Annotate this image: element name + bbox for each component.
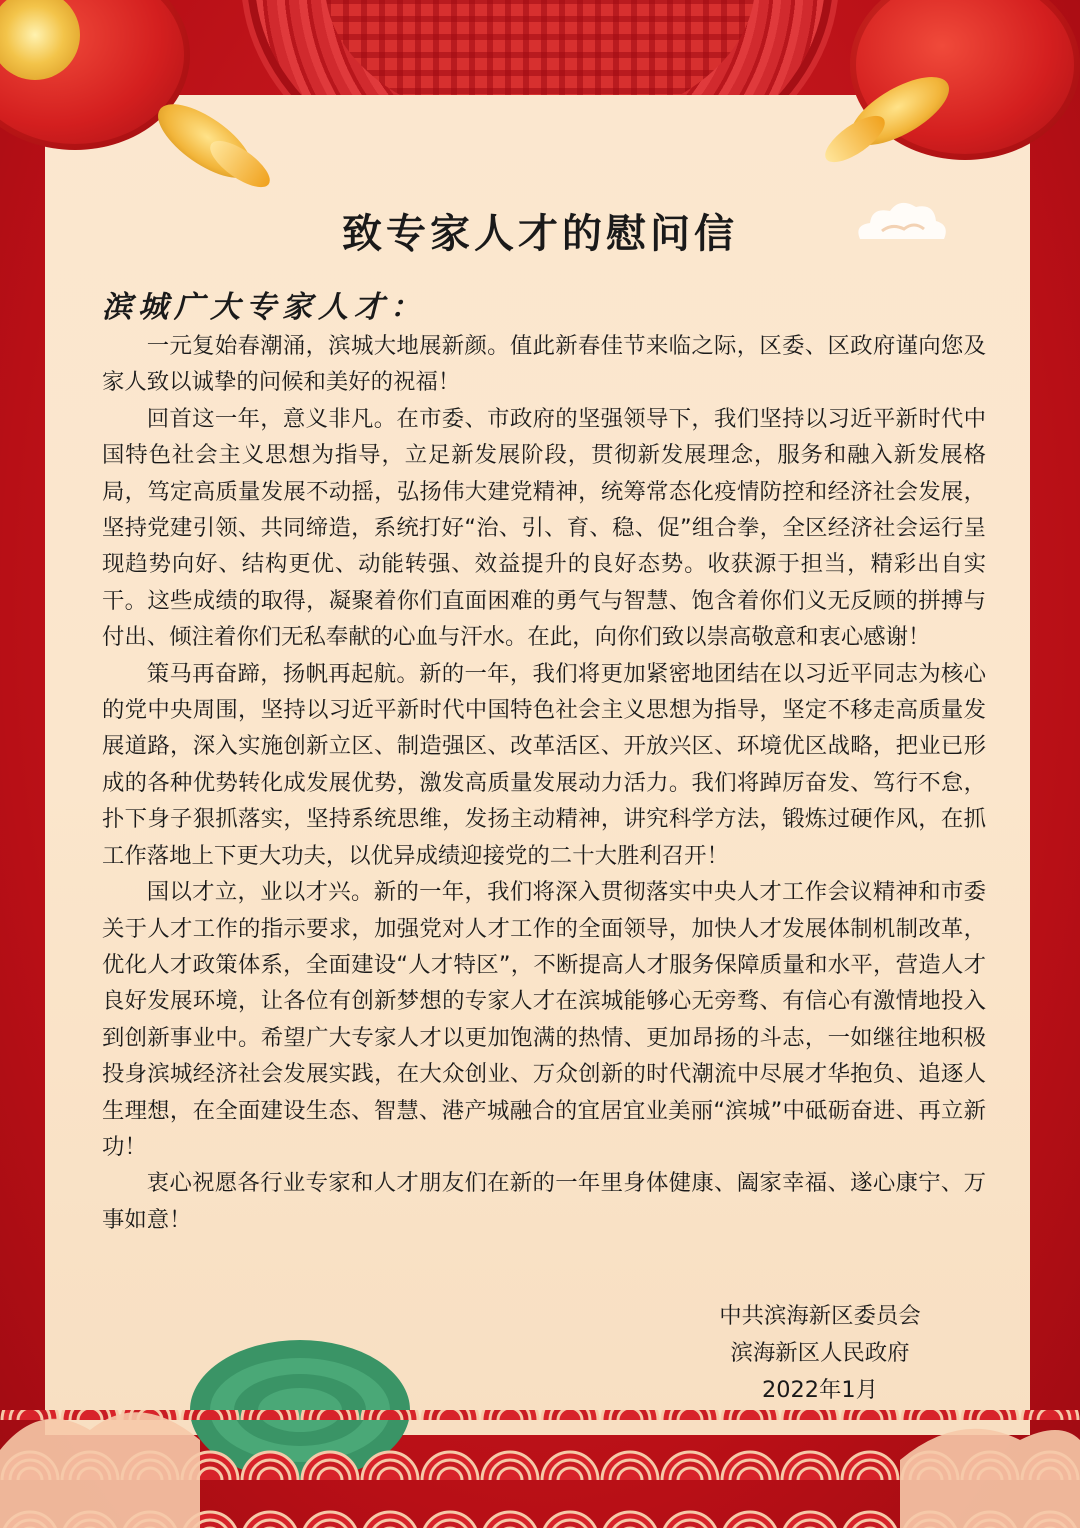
letter-body — [102, 328, 986, 1238]
signature-org1: 中共滨海新区委员会 — [719, 1303, 921, 1329]
paragraph: 一元复始春潮涌，滨城大地展新颜。值此新春佳节来临之际，区委、区政府谨向您及家人致以诚挚的问候和美好的祝福！ — [102, 333, 986, 396]
paragraph: 衷心祝愿各行业专家和人才朋友们在新的一年里身体健康、阖家幸福、遂心康宁、万事如意！ — [102, 1170, 986, 1233]
paragraph: 策马再奋蹄，扬帆再起航。新的一年，我们将更加紧密地团结在以习近平同志为核心的党中央周围，坚持以习近平新时代中国特色社会主义思想为指导，坚定不移走高质量发展道路，深入实施创新立区、制造强区、改革活区、开放兴区、环境优区战略，把业已形成的各种优势转化成发展优势，激发高质量发展动力活力。我们将踔厉奋发、笃行不怠，扑下身子狠抓落实，坚持系统思维，发扬主动精神，讲究科学方法，锻炼过硬作风，在抓工作落地上下更大功夫，以优异成绩迎接党的二十大胜利召开！ — [102, 660, 986, 869]
signature-block — [680, 1298, 960, 1409]
paragraph: 回首这一年，意义非凡。在市委、市政府的坚强领导下，我们坚持以习近平新时代中国特色社会主义思想为指导，立足新发展阶段，贯彻新发展理念，服务和融入新发展格局，笃定高质量发展不动摇，弘扬伟大建党精神，统筹常态化疫情防控和经济社会发展，坚持党建引领、共同缔造，系统打好“治、引、育、稳、促”组合拳，全区经济社会运行呈现趋势向好、结构更优、动能转强、效益提升的良好态势。收获源于担当，精彩出自实干。这些成绩的取得，凝聚着你们直面困难的勇气与智慧、饱含着你们义无反顾的拼搏与付出、倾注着你们无私奉献的心血与汗水。在此，向你们致以崇高敬意和衷心感谢！ — [102, 405, 986, 651]
letter-salutation: 滨城广大专家人才： — [102, 290, 426, 325]
signature-org2: 滨海新区人民政府 — [730, 1340, 910, 1366]
signature-date: 2022年1月 — [761, 1377, 878, 1403]
letter-title: 致专家人才的慰问信 — [342, 211, 738, 257]
paragraph: 国以才立，业以才兴。新的一年，我们将深入贯彻落实中央人才工作会议精神和市委关于人才工作的指示要求，加强党对人才工作的全面领导，加快人才发展体制机制改革，优化人才政策体系，全面建设“人才特区”，不断提高人才服务保障质量和水平，营造人才良好发展环境，让各位有创新梦想的专家人才在滨城能够心无旁骛、有信心有激情地投入到创新事业中。希望广大专家人才以更加饱满的热情、更加昂扬的斗志，一如继往地积极投身滨城经济社会发展实践，在大众创业、万众创新的时代潮流中尽展才华抱负、追逐人生理想，在全面建设生态、智慧、港产城融合的宜居宜业美丽“滨城”中砥砺奋进、再立新功！ — [102, 879, 986, 1160]
